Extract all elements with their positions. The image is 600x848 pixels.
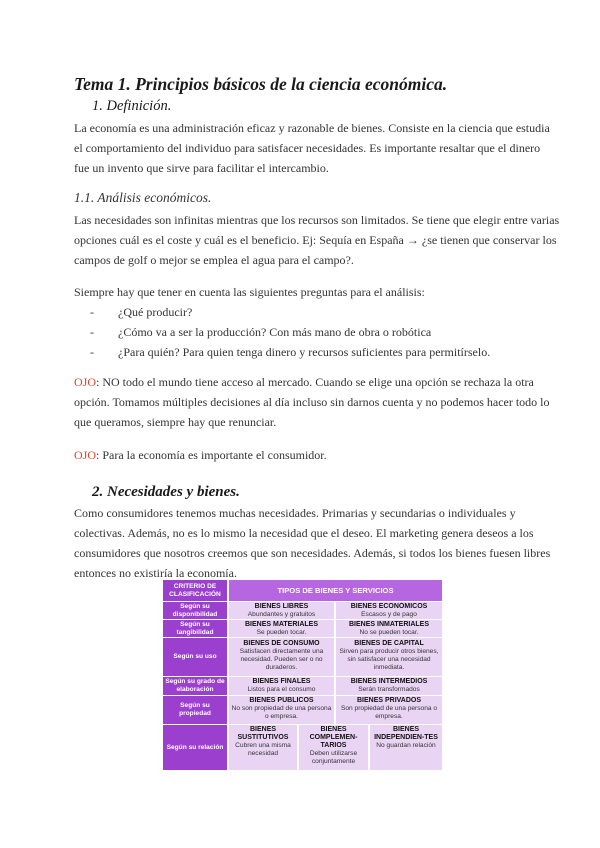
ojo-note-1: [74, 372, 550, 432]
ojo-label: OJO: [74, 448, 97, 462]
section-1-heading: 1. Definición.: [92, 98, 172, 114]
list-item: - ¿Qué producir?: [90, 305, 193, 319]
text-line: OJO: NO todo el mundo tiene acceso al mercado. Cuando se elige una opción se rechaza la otra: [74, 375, 534, 389]
row-label: Según su propiedad: [163, 696, 227, 724]
table-cell: BIENES ECONÓMICOS Escasos y de pago: [336, 602, 442, 619]
text-line: La economía es una administración eficaz y razonable de bienes. Consiste en la ciencia que estudia: [74, 121, 550, 135]
table-cell: BIENES DE CAPITAL Sirven para producir otros bienes, sin satisfacer una necesidad inmediata.: [336, 638, 442, 676]
table-cell: BIENES MATERIALES Se pueden tocar.: [229, 620, 334, 637]
table-cell: BIENES COMPLEMEN-TARIOS Deben utilizarse conjuntamente: [299, 725, 368, 770]
tipos-header: TIPOS DE BIENES Y SERVICIOS: [229, 580, 442, 601]
ojo-note-2: [74, 445, 534, 465]
questions-list: [90, 302, 490, 362]
table-cell: BIENES DE CONSUMO Satisfacen directamente una necesidad. Pueden ser o no duraderos.: [229, 638, 334, 676]
table-cell: BIENES SUSTITUTIVOS Cubren una misma necesidad: [229, 725, 297, 770]
text-line: Las necesidades son infinitas mientras que los recursos son limitados. Se tiene que elegir entre varias: [74, 213, 560, 227]
table-cell: BIENES PÚBLICOS No son propiedad de una persona o empresa.: [229, 696, 334, 724]
text-line: que queramos, siempre hay que renunciar.: [74, 415, 277, 429]
text-line: colectivas. Además, no es lo mismo la necesidad que el deseo. El marketing genera deseos a los: [74, 526, 534, 540]
table-cell: BIENES FINALES Listos para el consumo: [229, 677, 334, 695]
text-line: opción. Tomamos múltiples decisiones al día incluso sin darnos cuenta y no podemos hacer todo lo: [74, 395, 550, 409]
list-item: - ¿Cómo va a ser la producción? Con más mano de obra o robótica: [90, 325, 432, 339]
section-2-paragraph: [74, 503, 551, 583]
criterio-header: CRITERIO DE CLASIFICACIÓN: [163, 580, 227, 601]
text-line: entonces no existiría la economía.: [74, 566, 237, 580]
text-line: fue un invento que sirve para facilitar el intercambio.: [74, 161, 329, 175]
questions-intro: Siempre hay que tener en cuenta las siguientes preguntas para el análisis:: [74, 285, 425, 299]
row-label: Según su disponibilidad: [163, 602, 227, 619]
table-cell: BIENES INMATERIALES No se pueden tocar.: [336, 620, 442, 637]
goods-classification-table: [163, 580, 442, 770]
ojo-label: OJO: [74, 375, 97, 389]
section-1-1-heading: 1.1. Análisis económicos.: [74, 190, 212, 205]
text-line: consumidores que nosotros creemos que son necesidades. Además, si todos los bienes fuesen libres: [74, 546, 551, 560]
table-cell: BIENES LIBRES Abundantes y gratuitos: [229, 602, 334, 619]
text-line: Como consumidores tenemos muchas necesidades. Primarias y secundarias o individuales y: [74, 506, 516, 520]
section-1-1-paragraph: [74, 210, 560, 270]
text-line: opciones cuál es el coste y cuál es el beneficio. Ej: Sequía en España → ¿se tienen que conservar los: [74, 233, 557, 247]
row-label: Según su grado de elaboración: [163, 677, 227, 695]
row-label: Según su tangibilidad: [163, 620, 227, 637]
text-line: el comportamiento del individuo para satisfacer necesidades. Es importante resaltar que el dinero: [74, 141, 541, 155]
row-label: Según su uso: [163, 638, 227, 676]
table-cell: BIENES PRIVADOS Son propiedad de una persona o empresa.: [336, 696, 442, 724]
text-line: campos de golf o mejor se emplea el agua para el campo?.: [74, 253, 354, 267]
list-item: - ¿Para quién? Para quien tenga dinero y recursos suficientes para permitírselo.: [90, 345, 491, 359]
page-title: Tema 1. Principios básicos de la ciencia económica.: [74, 74, 448, 94]
section-2-heading: 2. Necesidades y bienes.: [92, 484, 240, 500]
section-1-paragraph: [74, 118, 550, 178]
table-cell: BIENES INTERMEDIOS Serán transformados: [336, 677, 442, 695]
table-cell: BIENES INDEPENDIEN-TES No guardan relación: [370, 725, 442, 770]
row-label: Según su relación: [163, 725, 227, 770]
text-line: OJO: Para la economía es importante el consumidor.: [74, 448, 327, 462]
